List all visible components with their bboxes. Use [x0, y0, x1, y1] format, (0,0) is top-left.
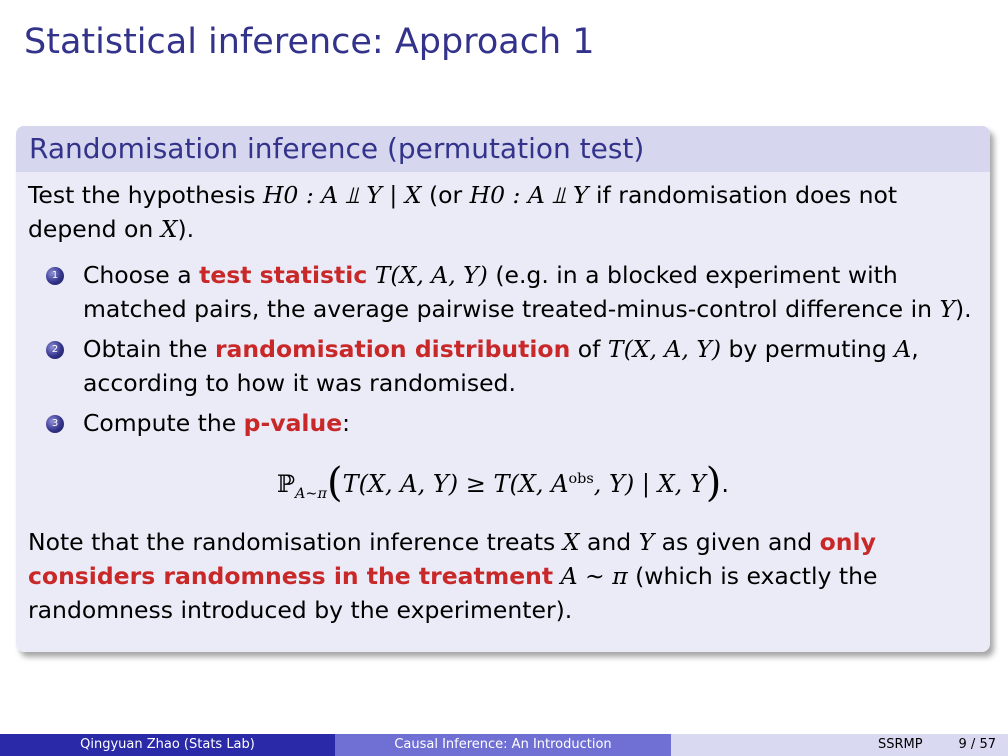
step-text: (e.g. in a blocked experiment with matched pairs, the average pairwise treated-minus-control difference in	[83, 261, 940, 323]
step-math: T(X, A, Y)	[607, 335, 722, 363]
note-text	[553, 562, 560, 590]
p-value-formula	[28, 462, 978, 511]
step-text: :	[342, 409, 351, 437]
note-math: A ∼ π	[560, 561, 628, 590]
step-number-ball: 1	[46, 267, 64, 285]
intro-text: ).	[177, 215, 195, 243]
step-math: Y	[939, 295, 955, 323]
step-highlight: p-value	[243, 409, 343, 437]
intro-text: Test the hypothesis	[28, 181, 263, 209]
math-var: X	[160, 215, 178, 243]
step-number-ball: 3	[46, 415, 64, 433]
note-text: Note that the randomisation inference treats	[28, 527, 563, 556]
note-text: (which is exactly the randomness introduced by the experimenter).	[28, 561, 878, 624]
footer-right	[671, 734, 1008, 756]
intro-text: if randomisation does not depend on	[28, 181, 898, 243]
step-text: ).	[955, 295, 972, 323]
formula-paren: (	[326, 460, 343, 506]
step-text: , according to how it was randomised.	[83, 335, 919, 397]
note-text: and	[579, 527, 639, 556]
definition-block	[16, 126, 990, 652]
step-item	[28, 258, 978, 326]
step-item	[28, 332, 978, 400]
intro-text: (or	[421, 181, 470, 209]
formula-end: .	[721, 470, 730, 498]
hypothesis-conditional: H0 : A ⫫ Y | X	[262, 181, 422, 209]
step-number-ball: 2	[46, 341, 64, 359]
block-body	[16, 178, 990, 627]
steps-list	[28, 258, 978, 440]
slide-title: Statistical inference: Approach 1	[24, 22, 595, 62]
note-highlight: only considers randomness in the treatment	[28, 527, 876, 590]
step-item	[28, 406, 978, 440]
formula-prob-symbol: ℙ	[276, 470, 296, 498]
footer-author: Qingyuan Zhao (Stats Lab)	[0, 734, 335, 756]
block-title: Randomisation inference (permutation test)	[16, 126, 990, 172]
formula-body: T(X, A, Y) ≥ T(X, A	[342, 470, 569, 498]
math-var: X	[562, 527, 580, 556]
formula-paren: )	[705, 460, 722, 506]
footer-talk-title: Causal Inference: An Introduction	[335, 734, 671, 756]
step-highlight: test statistic	[199, 261, 368, 289]
step-highlight: randomisation distribution	[214, 335, 571, 363]
step-math: T(X, A, Y)	[374, 261, 488, 289]
step-text: Obtain the	[83, 335, 215, 363]
formula-superscript: obs	[568, 471, 594, 487]
formula-body: , Y) | X, Y	[593, 470, 706, 498]
math-var: Y	[638, 527, 655, 556]
footer-venue: SSRMP	[877, 737, 923, 752]
step-text: Compute the	[83, 409, 244, 437]
step-text: by permuting	[721, 335, 895, 363]
formula-subscript: A∼π	[295, 485, 327, 502]
slide-footer	[0, 734, 1008, 756]
step-text	[367, 261, 374, 289]
step-text: Choose a	[83, 261, 200, 289]
intro-paragraph	[28, 178, 978, 246]
step-math: A	[894, 335, 912, 363]
note-text: as given and	[654, 527, 820, 556]
note-paragraph	[28, 525, 978, 627]
step-text: of	[570, 335, 608, 363]
footer-page-number: 9 / 57	[958, 737, 996, 752]
hypothesis-marginal: H0 : A ⫫ Y	[469, 181, 589, 209]
